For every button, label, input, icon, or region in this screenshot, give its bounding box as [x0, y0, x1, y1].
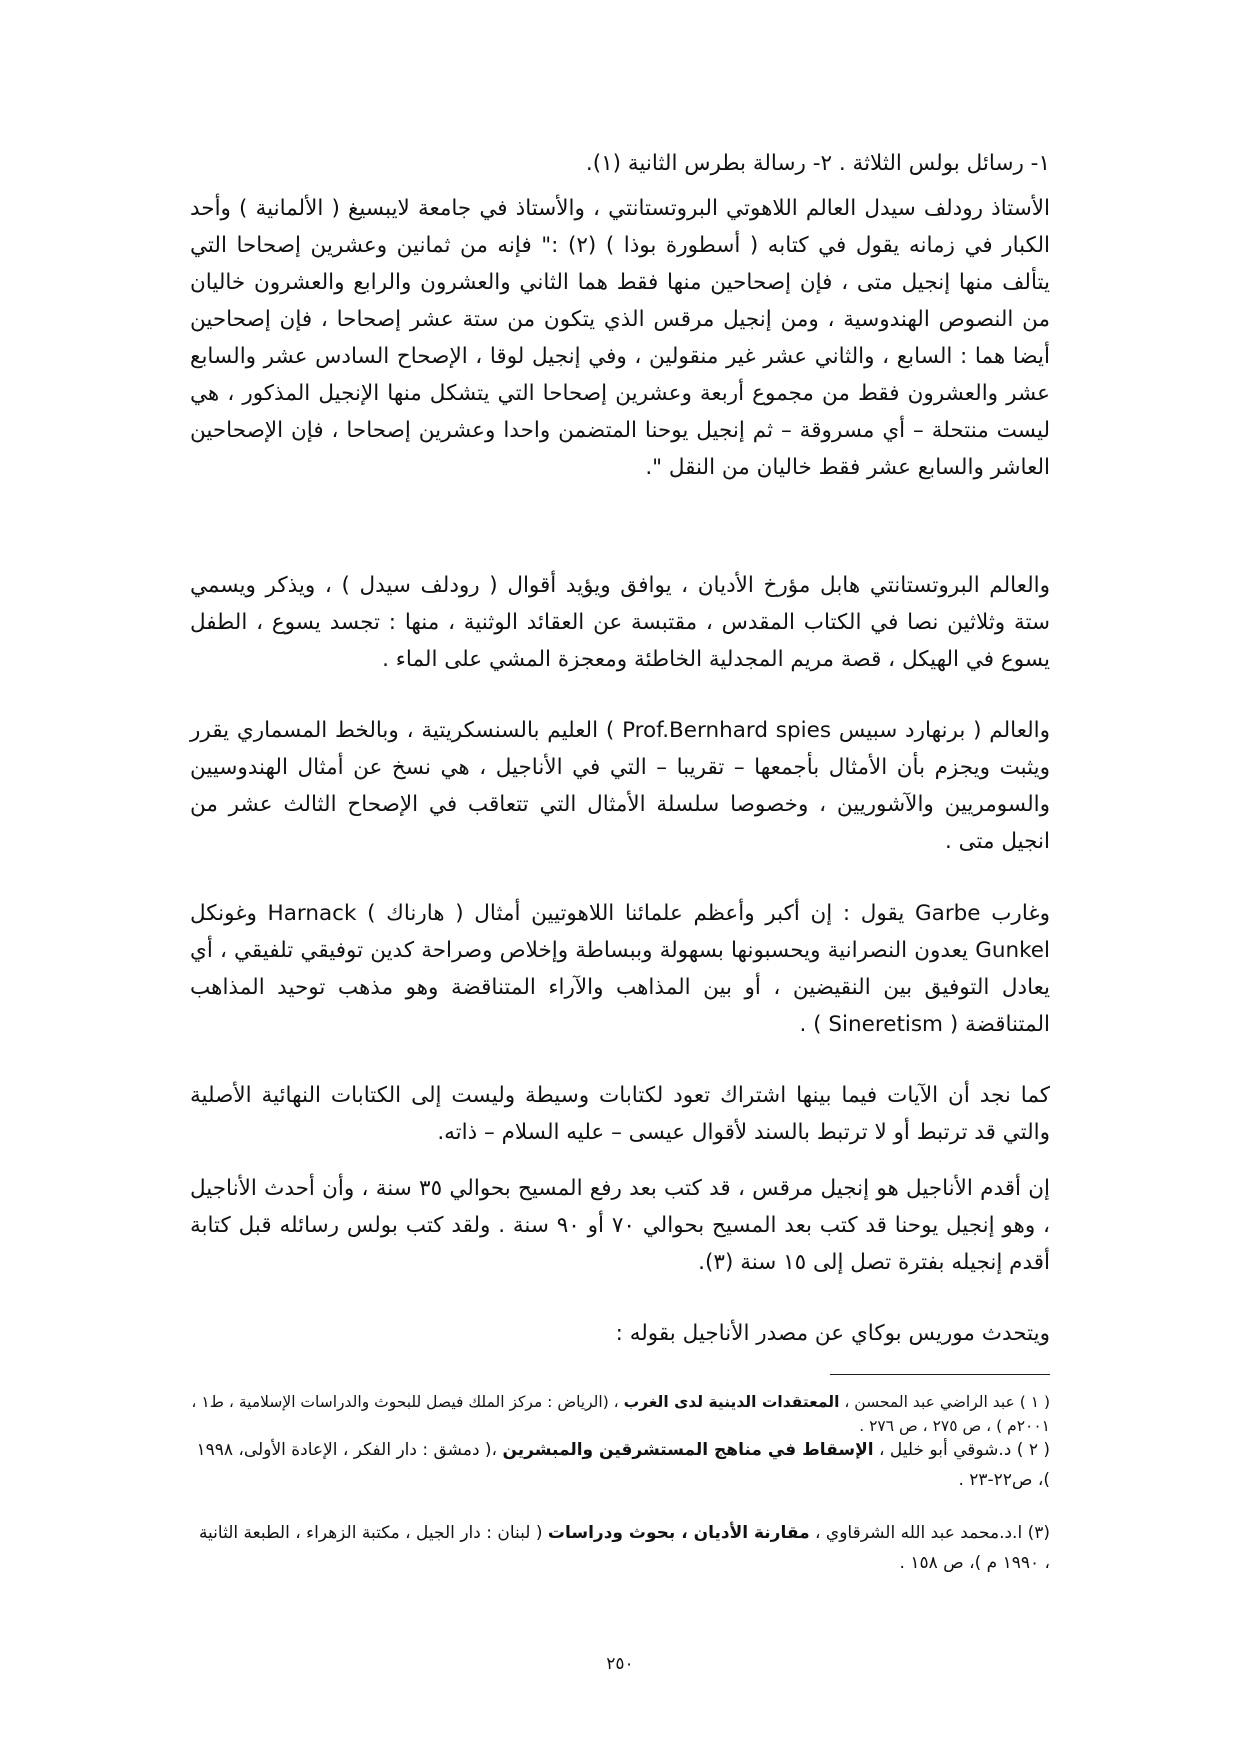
footnote-3-title: مقارنة الأديان ، بحوث ودراسات — [547, 1523, 810, 1543]
paragraph-hubble: والعالم البروتستانتي هابل مؤرخ الأديان ، يوافق ويؤيد أقوال ( رودلف سيدل ) ، ويذكر ويسمي ستة وثلاثين نصا في الكتاب المقدس ، مقتبسة عن العقائد الوثنية ، منها : تجسد يسوع ، الطفل يسوع في الهيكل ، قصة مريم المجدلية الخاطئة ومعجزة المشي على الماء . — [190, 573, 1050, 672]
footnote-2-part-b: ،( دمشق : دار الفكر ، الإعادة الأولى، ١٩٩٨ )، ص٢٢-٢٣ . — [196, 1440, 1050, 1490]
paragraph-garbe — [190, 895, 1050, 1043]
footnote-2-title: الإسقاط في مناهج المستشرقين والمبشرين — [502, 1440, 874, 1460]
paragraph-spies-part-b: ) العليم بالسنسكريتية ، وبالخط المسماري يقرر ويثبت ويجزم بأن الأمثال بأجمعها – تقريبا – التي في الأناجيل ، هي نسخ عن أمثال الهندوسيين والسومريين والآشوريين ، وخصوصا سلسلة الأمثال التي تتعاقب في الإصحاح الثالث عشر من انجيل متى . — [190, 718, 1050, 854]
footnote-3-part-a: (٣) ا.د.محمد عبد الله الشرقاوي ، — [809, 1523, 1050, 1543]
paragraph-spies — [190, 712, 1050, 860]
footnote-3-part-b: ( لبنان : دار الجيل ، مكتبة الزهراء ، الطبعة الثانية ، ١٩٩٠ م )، ص ١٥٨ . — [198, 1523, 1050, 1573]
paragraph-gospel-dates: إن أقدم الأناجيل هو إنجيل مرقس ، قد كتب بعد رفع المسيح بحوالي ٣٥ سنة ، وأن أحدث الأناجيل ، وهو إنجيل يوحنا قد كتب بعد المسيح بحوالي ٧٠ أو ٩٠ سنة . ولقد كتب بولس رسائله قبل كتابة أقدم إنجيله بفترة تصل إلى ١٥ سنة (٣). — [190, 1176, 1050, 1275]
paragraph-common-verses: كما نجد أن الآيات فيما بينها اشتراك تعود لكتابات وسيطة وليست إلى الكتابات النهائية الأصلية والتي قد ترتبط أو لا ترتبط بالسند لأقوال عيسى – عليه السلام – ذاته. — [190, 1083, 1050, 1145]
latin-name-spies: Prof.Bernhard spies — [622, 718, 832, 743]
footnote-1-title: المعتقدات الدينية لدى الغرب — [623, 1393, 840, 1411]
footnote-1-part-b: ، (الرياض : مركز الملك فيصل للبحوث والدراسات الإسلامية ، ط١ ، ٢٠٠١م ) ، ص ٢٧٥ ، ص ٢٧٦ . — [191, 1393, 1050, 1435]
latin-name-harnack: Harnack — [267, 901, 357, 926]
latin-name-gunkel: Gunkel — [975, 938, 1050, 963]
footnote-3 — [190, 1518, 1050, 1578]
latin-name-garbe: Garbe — [914, 901, 981, 926]
paragraph-garbe-part-a: وغارب — [980, 901, 1050, 926]
footnote-2-part-a: ( ٢ ) د.شوقي أبو خليل ، — [873, 1440, 1050, 1460]
footnote-separator — [830, 1374, 1050, 1375]
page-number: ٢٥٠ — [606, 1654, 634, 1674]
paragraph-garbe-part-e: ) . — [799, 1012, 829, 1037]
footnote-1-part-a: ( ١ ) عبد الراضي عبد المحسن ، — [839, 1393, 1050, 1411]
footnote-1 — [190, 1390, 1050, 1438]
paragraph-garbe-part-b: يقول : إن أكبر وأعظم علمائنا اللاهوتيين أمثال ( هارناك ) — [356, 901, 915, 926]
paragraph-garbe-part-d: يعدون النصرانية ويحسبونها بسهولة وببساطة وإخلاص وصراحة كدين توفيقي تلفيقي ، أي يعادل التوفيق بين النقيضين ، أو بين المذاهب والآراء المتناقضة وهو مذهب توحيد المذاهب المتناقضة ( — [190, 938, 1050, 1037]
paragraph-seidel: الأستاذ رودلف سيدل العالم اللاهوتي البروتستانتي ، والأستاذ في جامعة لايبسيغ ( الألمانية ) وأحد الكبار في زمانه يقول في كتابه ( أسطورة بوذا ) (٢) :" فإنه من ثمانين وعشرين إصحاحا التي يتألف منها إنجيل متى ، فإن إصحاحين منها فقط هما الثاني والعشرون والرابع والعشرون خاليان من النصوص الهندوسية ، ومن إنجيل مرقس الذي يتكون من ستة عشر إصحاحا ، فإن إصحاحين أيضا هما : السابع ، والثاني عشر غير منقولين ، وفي إنجيل لوقا ، الإصحاح السادس عشر والسابع عشر والعشرون فقط من مجموع أربعة وعشرين إصحاحا التي يتشكل منها الإنجيل المذكور ، هي ليست منتحلة – أي مسروقة – ثم إنجيل يوحنا المتضمن واحدا وعشرين إصحاحا ، فإن الإصحاحين العاشر والسابع عشر فقط خاليان من النقل ". — [190, 196, 1050, 480]
latin-term-sineretism: Sineretism — [828, 1012, 943, 1037]
paragraph-garbe-part-c: وغونكل — [190, 901, 268, 926]
paragraph-spies-part-a: والعالم ( برنهارد سبيس — [831, 718, 1050, 743]
footnote-2 — [190, 1435, 1050, 1495]
intro-line: ١- رسائل بولس الثلاثة . ٢- رسالة بطرس الثانية (١). — [585, 151, 1050, 176]
paragraph-bucaille: ويتحدث موريس بوكاي عن مصدر الأناجيل بقوله : — [615, 1321, 1050, 1346]
